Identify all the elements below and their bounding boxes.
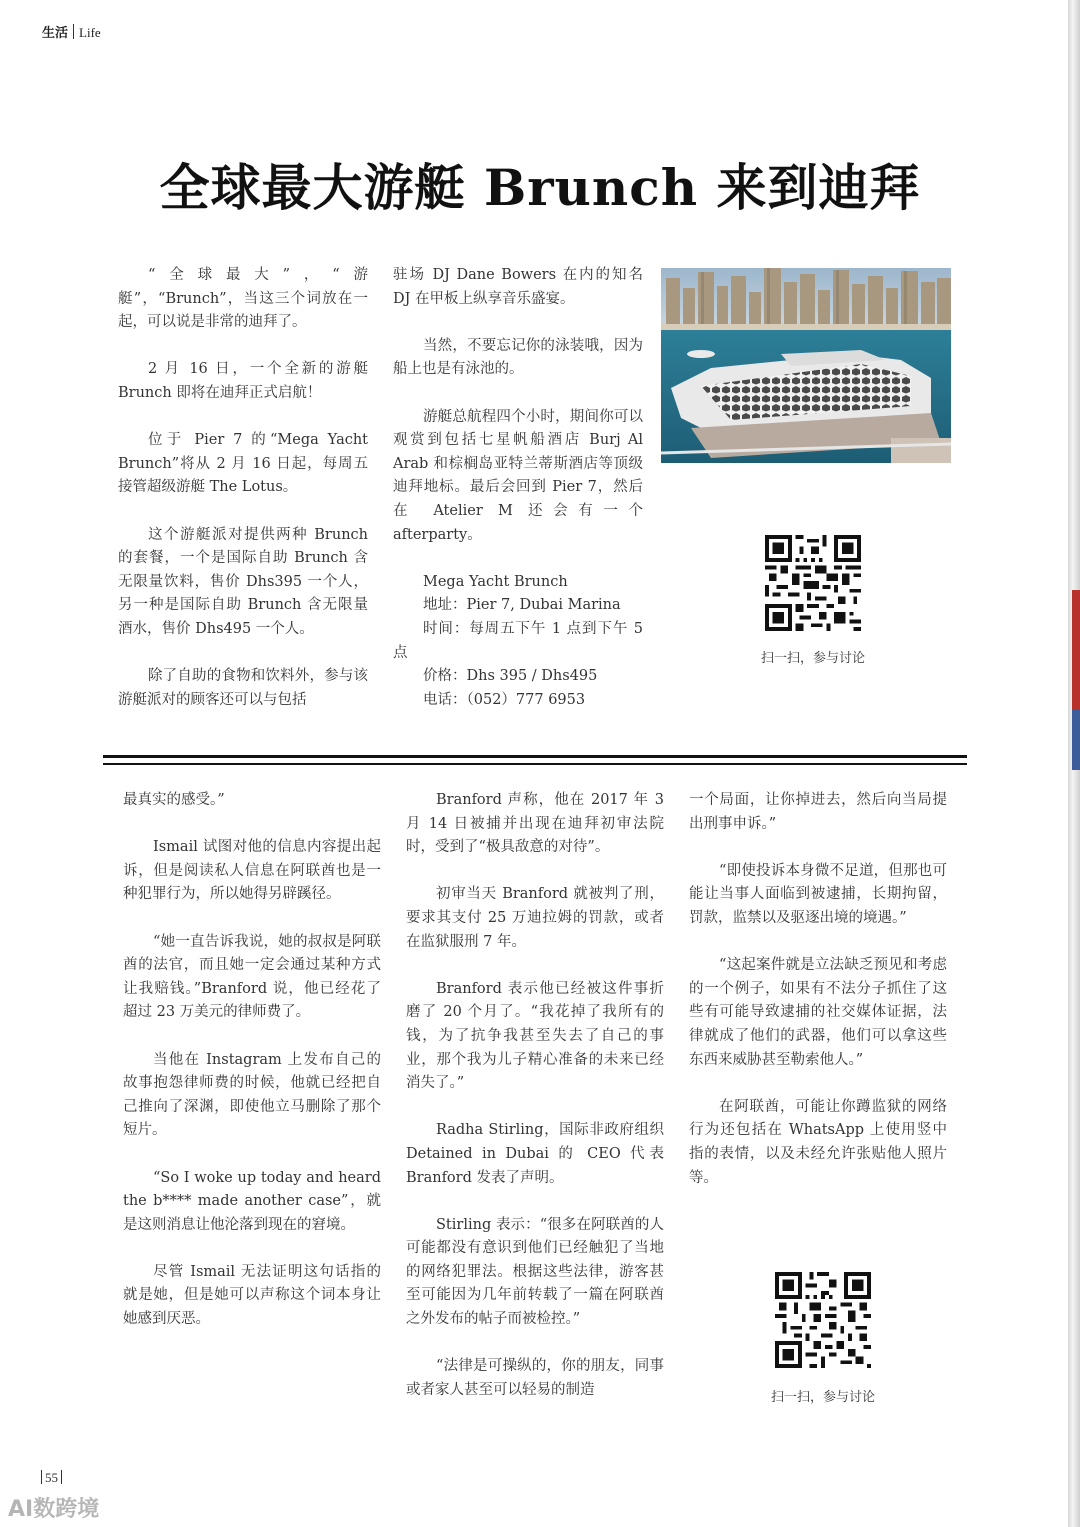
paragraph: “全球最大”，“游艇”，“Brunch”，当这三个词放在一起，可以说是非常的迪拜了。 [118, 267, 368, 331]
article-title: 全球最大游艇 Brunch 来到迪拜 [159, 158, 921, 217]
paragraph: 当然，不要忘记你的泳装哦，因为船上也是有泳池的。 [393, 337, 643, 378]
paragraph: 初审当天 Branford 就被判了刑，要求其支付 25 万迪拉姆的罚款，或者在监狱服刑 7 年。 [406, 886, 664, 950]
paragraph: Radha Stirling，国际非政府组织 Detained in Dubai 的 CEO 代表 Branford 发表了声明。 [406, 1122, 664, 1186]
bottom-column-3 [689, 789, 947, 1214]
paragraph: 除了自助的食物和饮料外，参与该游艇派对的顾客还可以与包括 [118, 668, 368, 708]
yacht-photo [661, 268, 951, 463]
paragraph-continued: 最真实的感受。” [123, 792, 225, 808]
info-phone: 电话：（052）777 6953 [423, 691, 586, 708]
page-number-value: 55 [45, 1470, 58, 1485]
paragraph: 尽管 Ismail 无法证明这句话指的就是她，但是她可以声称这个词本身让她感到厌恶。 [123, 1263, 381, 1328]
bottom-column-1 [123, 789, 381, 1355]
paragraph-continued: 驻场 DJ Dane Bowers 在内的知名 DJ 在甲板上纵享音乐盛宴。 [393, 267, 643, 307]
qr-caption-1: 扫一扫，参与讨论 [760, 651, 865, 666]
paragraph: Stirling 表示：“很多在阿联酋的人可能都没有意识到他们已经触犯了当地的网络犯罪法。根据这些法律，游客甚至可能因为几年前转载了一篇在阿联酋之外发布的帖子而被检控。” [406, 1216, 664, 1328]
section-divider [73, 24, 74, 39]
top-column-2 [393, 264, 643, 712]
paragraph: Branford 声称，他在 2017 年 3 月 14 日被捕并出现在迪拜初审法院时，受到了“极具敌意的对待”。 [406, 792, 664, 856]
spine-red-band [1072, 590, 1080, 710]
paragraph: 当他在 Instagram 上发布自己的故事抱怨律师费的时候，他就已经把自己推向了深渊，即使他立马删除了那个短片。 [123, 1051, 381, 1139]
paragraph: 这个游艇派对提供两种 Brunch 的套餐，一个是国际自助 Brunch 含无限量饮料，售价 Dhs395 一个人，另一种是国际自助 Brunch 含无限量酒水，售价 Dhs495 一个人。 [118, 526, 368, 637]
paragraph: “她一直告诉我说，她的叔叔是阿联酋的法官，而且她一定会通过某种方式让我赔钱。”Branford 说，他已经花了超过 23 万美元的律师费了。 [123, 933, 381, 1021]
paragraph-continued: 一个局面，让你掉进去，然后向当局提出刑事申诉。” [689, 792, 947, 832]
section-divider-bottom [103, 763, 967, 765]
watermark: AI数跨境 [8, 1497, 100, 1522]
page-number-divider-left [41, 1470, 42, 1484]
info-address: 地址：Pier 7, Dubai Marina [423, 597, 621, 614]
top-column-1 [118, 264, 368, 712]
section-label-cn: 生活 [42, 26, 69, 41]
info-name: Mega Yacht Brunch [423, 573, 568, 590]
paragraph: 2 月 16 日，一个全新的游艇 Brunch 即将在迪拜正式启航！ [118, 361, 368, 401]
spine-blue-band [1072, 710, 1080, 770]
paragraph: 在阿联酋，可能让你蹲监狱的网络行为还包括在 WhatsApp 上使用竖中指的表情，以及未经允许张贴他人照片等。 [689, 1098, 947, 1186]
bottom-column-2 [406, 789, 664, 1402]
section-label-en: Life [79, 25, 101, 40]
paragraph: “So I woke up today and heard the b**** made another case”，就是这则消息让他沦落到现在的窘境。 [123, 1169, 381, 1233]
paragraph: 位于 Pier 7 的“Mega Yacht Brunch”将从 2 月 16 日起，每周五接管超级游艇 The Lotus。 [118, 432, 368, 496]
paragraph: “法律是可操纵的，你的朋友，同事或者家人甚至可以轻易的制造 [406, 1358, 664, 1398]
info-time: 时间：每周五下午 1 点到下午 5 点 [393, 620, 643, 661]
qr-caption-2: 扫一扫，参与讨论 [770, 1390, 875, 1405]
page-number-divider-right [61, 1470, 62, 1484]
paragraph: Branford 表示他已经被这件事折磨了 20 个月了。“我花掉了我所有的钱，为了抗争我甚至失去了自己的事业，那个我为儿子精心准备的未来已经消失了。” [406, 980, 664, 1092]
info-price: 价格：Dhs 395 / Dhs495 [423, 668, 598, 685]
qr-code-2[interactable] [775, 1272, 871, 1368]
paragraph: “即使投诉本身微不足道，但那也可能让当事人面临到被逮捕，长期拘留，罚款，监禁以及驱逐出境的境遇。” [689, 862, 947, 926]
section-divider-top [103, 755, 967, 758]
paragraph: Ismail 试图对他的信息内容提出起诉，但是阅读私人信息在阿联酋也是一种犯罪行为，所以她得另辟蹊径。 [123, 839, 381, 903]
paragraph: “这起案件就是立法缺乏预见和考虑的一个例子，如果有不法分子抓住了这些有可能导致逮捕的社交媒体证据，法律就成了他们的武器，他们可以拿这些东西来威胁甚至勒索他人。” [689, 957, 947, 1068]
page-number [38, 1470, 65, 1486]
qr-code-1[interactable] [765, 535, 861, 631]
paragraph: 游艇总航程四个小时，期间你可以观赏到包括七星帆船酒店 Burj Al Arab 和棕榈岛亚特兰蒂斯酒店等顶级迪拜地标。最后会回到 Pier 7，然后在 Atelier M 还会有一个 afterparty。 [393, 408, 643, 543]
section-label [42, 22, 101, 41]
